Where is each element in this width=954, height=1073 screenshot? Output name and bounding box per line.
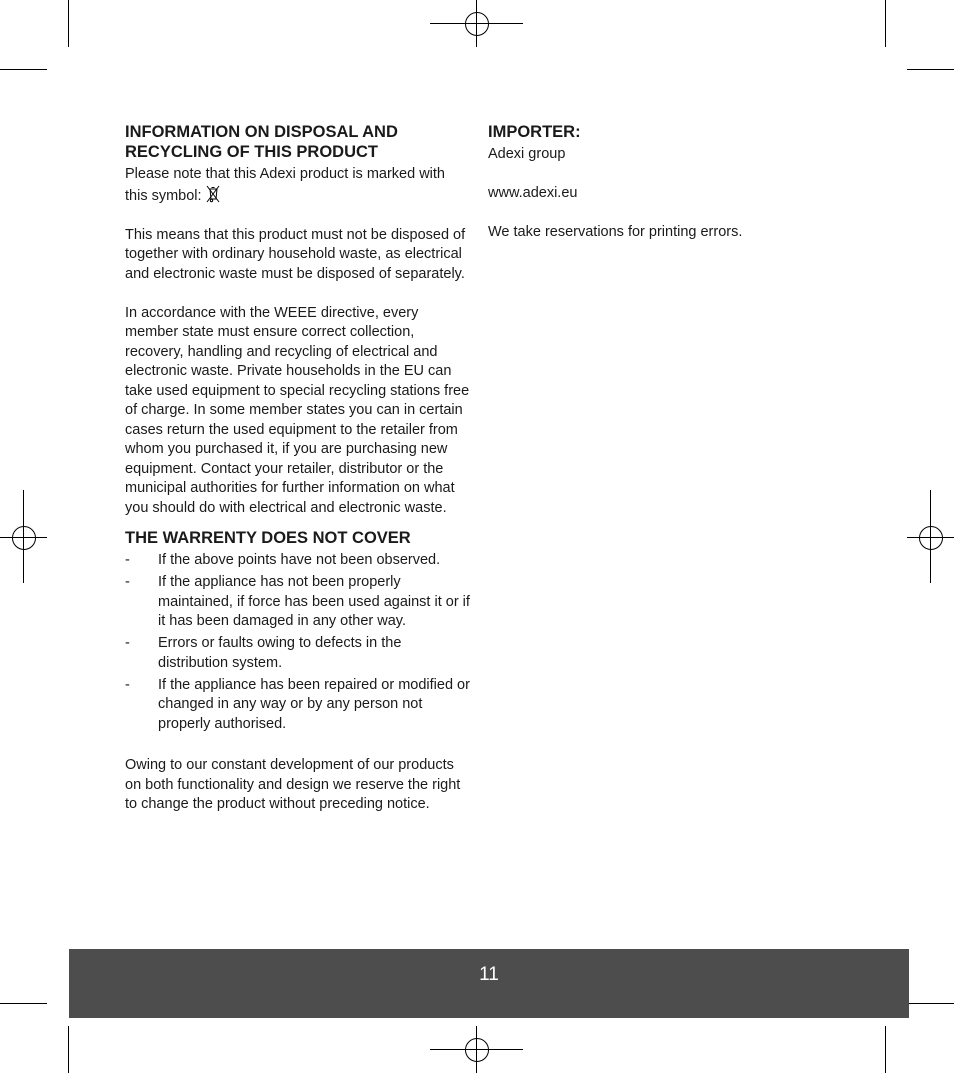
list-item	[125, 573, 470, 632]
page-number: 11	[479, 964, 499, 985]
right-column	[488, 122, 808, 243]
list-bullet: -	[125, 574, 130, 590]
importer-name: Adexi group	[488, 146, 566, 162]
list-item	[125, 551, 470, 571]
list-item-text: If the appliance has been repaired or modified or changed in any way or by any person not properly authorised.	[158, 676, 470, 732]
crossed-out-wheelie-bin-icon	[205, 185, 221, 204]
crop-mark	[907, 69, 954, 70]
disposal-paragraph: This means that this product must not be disposed of together with ordinary household waste, as electrical and electronic waste must be disposed of separately.	[125, 226, 466, 282]
warranty-list	[125, 551, 470, 734]
disposal-heading: INFORMATION ON DISPOSAL AND RECYCLING OF THIS PRODUCT	[125, 123, 398, 161]
list-item-text: Errors or faults owing to defects in the distribution system.	[158, 635, 402, 671]
disposal-intro-text: Please note that this Adexi product is marked with this symbol:	[125, 166, 445, 204]
crop-mark	[68, 0, 69, 47]
crop-mark	[0, 69, 47, 70]
list-bullet: -	[125, 635, 130, 651]
crop-mark	[885, 1026, 886, 1073]
importer-heading: IMPORTER:	[488, 123, 581, 141]
list-item	[125, 676, 470, 735]
printing-disclaimer: We take reservations for printing errors.	[488, 224, 743, 240]
weee-paragraph: In accordance with the WEEE directive, every member state must ensure correct collection, recovery, handling and recycling of electrical and electronic waste. Private households in the EU can take used equipment to special recycling stations free of charge. In some member states you can in certain cases return the used equipment to the retailer from whom you purchased it, if you are purchasing new equipment. Contact your retailer, distributor or the municipal authorities for further information on what you should do with electrical and electronic waste.	[125, 304, 470, 516]
list-item-text: If the appliance has not been properly maintained, if force has been used against it or if it has been damaged in any other way.	[158, 574, 470, 629]
crop-mark	[885, 0, 886, 47]
disposal-intro	[125, 165, 470, 206]
warranty-heading: THE WARRENTY DOES NOT COVER	[125, 529, 411, 547]
crop-mark	[0, 1003, 47, 1004]
footer-bar	[69, 949, 909, 1018]
development-notice: Owing to our constant development of our products on both functionality and design we reserve the right to change the product without preceding notice.	[125, 757, 461, 812]
list-item-text: If the above points have not been observed.	[158, 552, 441, 568]
crop-mark	[68, 1026, 69, 1073]
importer-website: www.adexi.eu	[488, 185, 578, 201]
list-item	[125, 634, 470, 673]
crop-mark	[907, 1003, 954, 1004]
list-bullet: -	[125, 676, 130, 693]
left-column	[125, 122, 470, 815]
list-bullet: -	[125, 552, 130, 568]
